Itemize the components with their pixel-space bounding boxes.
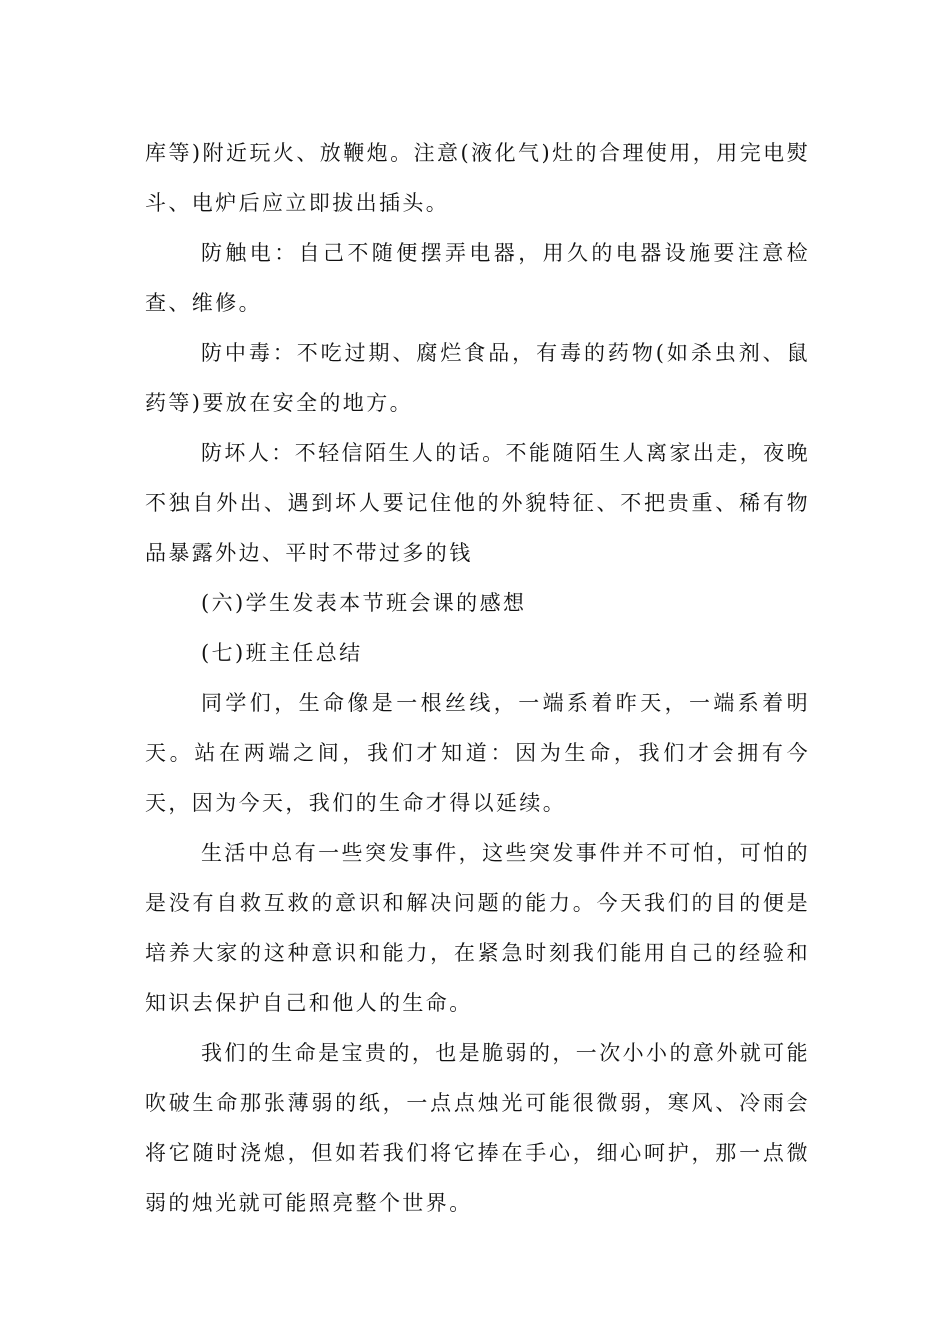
section-heading-student-thoughts: (六)学生发表本节班会课的感想: [201, 591, 527, 615]
document-body: [145, 128, 810, 1228]
paragraph-electric-shock: 防触电：自己不随便摆弄电器，用久的电器设施要注意检查、维修。: [145, 241, 810, 315]
paragraph-bad-people: 防坏人：不轻信陌生人的话。不能随陌生人离家出走，夜晚不独自外出、遇到坏人要记住他的外貌特征、不把贵重、稀有物品暴露外边、平时不带过多的钱: [145, 441, 810, 565]
section-heading-teacher-summary: (七)班主任总结: [201, 641, 363, 665]
paragraph-fire-safety-continued: 库等)附近玩火、放鞭炮。注意(液化气)灶的合理使用，用完电熨斗、电炉后应立即拔出插头。: [145, 141, 810, 215]
paragraph-candle-light: 我们的生命是宝贵的，也是脆弱的，一次小小的意外就可能吹破生命那张薄弱的纸，一点点烛光可能很微弱，寒风、冷雨会将它随时浇熄，但如若我们将它捧在手心，细心呵护，那一点微弱的烛光就可能照亮整个世界。: [145, 1041, 810, 1215]
paragraph-emergencies: 生活中总有一些突发事件，这些突发事件并不可怕，可怕的是没有自救互救的意识和解决问题的能力。今天我们的目的便是培养大家的这种意识和能力，在紧急时刻我们能用自己的经验和知识去保护自己和他人的生命。: [145, 841, 810, 1015]
paragraph-poisoning: 防中毒：不吃过期、腐烂食品，有毒的药物(如杀虫剂、鼠药等)要放在安全的地方。: [145, 341, 810, 415]
paragraph-life-thread: 同学们，生命像是一根丝线，一端系着昨天，一端系着明天。站在两端之间，我们才知道：因为生命，我们才会拥有今天，因为今天，我们的生命才得以延续。: [145, 691, 810, 815]
